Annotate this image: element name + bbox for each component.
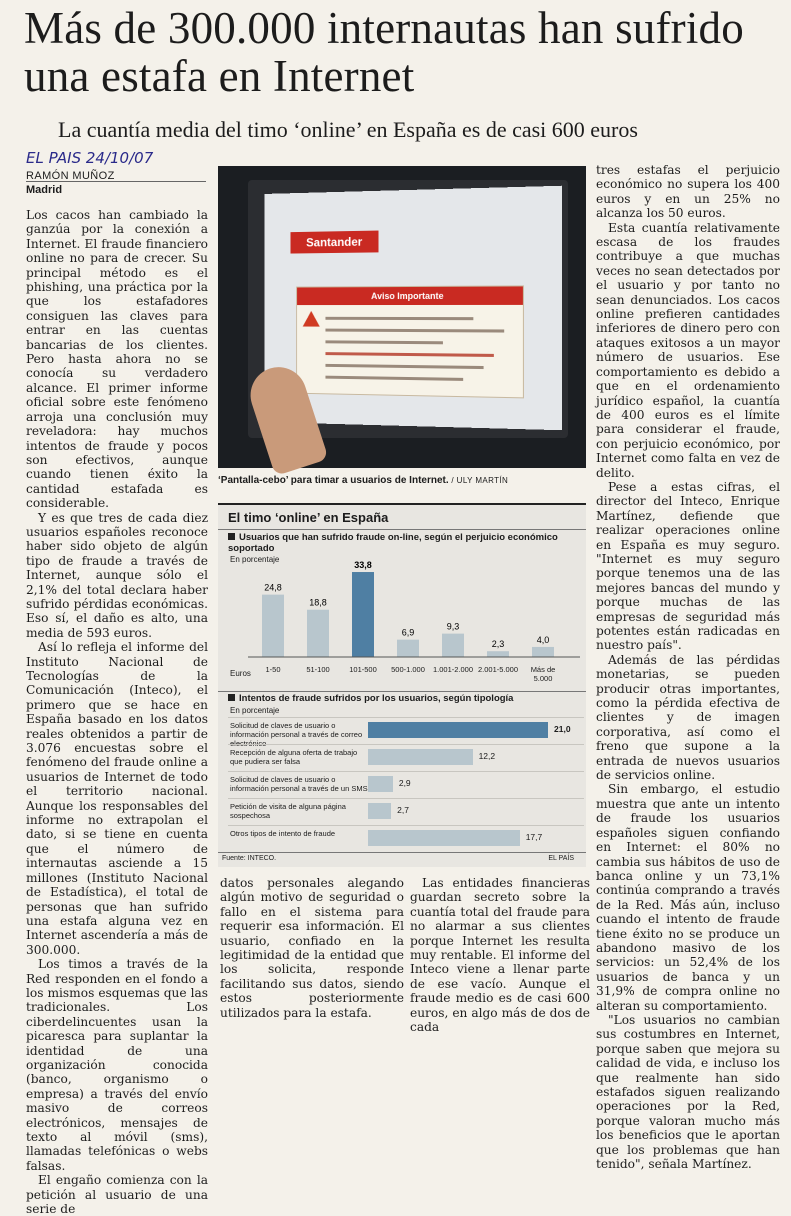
byline-author: RAMÓN MUÑOZ xyxy=(26,170,115,182)
dialog-text-line xyxy=(325,340,442,344)
infographic-title: El timo ‘online’ en España xyxy=(228,510,389,525)
chart1-category-label: 2.001-5.000 xyxy=(477,665,519,674)
dialog-text-line xyxy=(325,364,483,369)
chart2-row-divider xyxy=(228,825,584,826)
subheadline: La cuantía media del timo ‘online’ en España es de casi 600 euros xyxy=(58,117,638,142)
chart1-category-label: Más de 5.000 xyxy=(530,665,556,683)
dialog-text-line xyxy=(325,329,504,333)
chart2-title-text: Intentos de fraude sufridos por los usuarios, según tipología xyxy=(239,693,514,704)
chart1-vertical-bars xyxy=(218,505,586,691)
chart1-bar xyxy=(352,572,374,657)
bullet-square-icon xyxy=(228,694,235,701)
chart1-value-label: 33,8 xyxy=(354,560,372,571)
photo-caption xyxy=(218,475,586,486)
paragraph: tres estafas el perjuicio económico no supera los 400 euros y en un 25% no alcanza los 50 euros. xyxy=(596,163,780,221)
paragraph: El engaño comienza con la petición al usuario de una serie de xyxy=(26,1173,208,1216)
text-column-2-bottom xyxy=(220,876,404,1020)
chart2-value-label: 21,0 xyxy=(554,724,571,734)
chart2-row-divider xyxy=(228,744,584,745)
chart1-bar xyxy=(262,595,284,657)
chart2-bar xyxy=(368,776,393,792)
paragraph: Sin embargo, el estudio muestra que ante un intento de fraude los usuarios españoles siguen confiando en Internet: el 80% no cambia sus hábitos de uso de banca online y un 73,1% continúa comprando a través de la Red. Más aún, incluso cuando el intento de fraude tiene éxito no se produce un abandono masivo de los servicios: un 52,4% de los usuarios de banca y un 31,9% de compra online no alteran su comportamiento. xyxy=(596,782,780,1013)
infographic-footer xyxy=(222,855,580,862)
warning-icon xyxy=(303,311,320,327)
chart2-row-divider xyxy=(228,798,584,799)
chart2-bar xyxy=(368,749,473,765)
dialog-link-line xyxy=(325,352,493,357)
chart2-row-divider xyxy=(228,771,584,772)
chart2-bar xyxy=(368,722,548,738)
chart2-value-label: 2,7 xyxy=(397,805,409,815)
chart1-title-text: Usuarios que han sufrido fraude on-line, según el perjuicio económico soportado xyxy=(228,532,558,554)
chart1-bar xyxy=(307,610,329,657)
chart1-value-label: 4,0 xyxy=(536,634,550,645)
text-column-3-bottom xyxy=(410,876,590,1035)
chart2-value-label: 17,7 xyxy=(525,832,543,842)
paragraph: Las entidades financieras guardan secreto sobre la cuantía total del fraude para no alarmar a sus clientes porque Internet les resulta muy rentable. El informe del Inteco viene a llenar parte de ese vacío. Aunque el fraude medio es de casi 600 euros, en algo más de dos de cada xyxy=(410,876,590,1035)
source-note: Fuente: INTECO. xyxy=(222,855,277,862)
chart1-category-label: 1.001-2.000 xyxy=(432,665,474,674)
dialog-text-line xyxy=(325,376,463,381)
paragraph: Además de las pérdidas monetarias, se pueden producir otras importantes, como la pérdida efectiva de clientes y de imagen corporativa, así como el freno que supone a la entrada de nuevos usuarios de servicios online. xyxy=(596,652,780,783)
paragraph: Los timos a través de la Red responden en el fondo a los mismos esquemas que las tradicionales. Los ciberdelincuentes usan la picaresca para suplantar la identidad de una organización conocida (banco, organismo o empresa) a través del envío masivo de correos electrónicos, mensajes de texto al móvil (sms), llamadas telefónicas o webs falsas. xyxy=(26,957,208,1173)
chart1-bar xyxy=(397,640,419,657)
chart1-category-label: 500-1.000 xyxy=(391,665,425,674)
infographic xyxy=(218,503,586,867)
handwritten-clip-note: EL PAIS 24/10/07 xyxy=(26,149,154,167)
chart1-value-label: 2,3 xyxy=(491,639,505,650)
chart1-x-prefix: Euros xyxy=(230,669,251,678)
dialog-text-line xyxy=(325,317,473,320)
chart1-bar xyxy=(532,647,554,657)
chart2-category-label: Petición de visita de alguna página sospechosa xyxy=(230,802,346,820)
paragraph: Y es que tres de cada diez usuarios españoles reconoce haber sido objeto de algún tipo de fraude a través de Internet, aunque sólo el 2,1% del total declara haber sufrido pérdidas económicas. Eso sí, el daño es alto, una media de 593 euros. xyxy=(26,510,208,640)
text-column-1 xyxy=(26,208,208,1216)
infographic-divider xyxy=(218,691,586,692)
chart2-bar xyxy=(368,803,391,819)
santander-logo: Santander xyxy=(291,231,379,254)
chart2-row-divider xyxy=(228,717,584,718)
chart1-value-label: 9,3 xyxy=(446,621,460,632)
paragraph: "Los usuarios no cambian sus costumbres en Internet, porque saben que mejora su calidad de vida, e incluso los que realmente han sido estafados siguen realizando operaciones por la Red, porque valoran mucho más los beneficios que le aportan que los problemas que han tenido", señala Martínez. xyxy=(596,1012,780,1172)
chart1-bar xyxy=(487,651,509,657)
chart1-category-label: 101-500 xyxy=(349,665,377,674)
chart1-unit: En porcentaje xyxy=(230,555,280,564)
monitor-screen xyxy=(264,186,561,431)
chart2-bar xyxy=(368,830,520,846)
paragraph: Los cacos han cambiado la ganzúa por la conexión a Internet. El fraude financiero online no para de crecer. Su principal método es el phishing, una práctica por la que los estafadores consiguen las claves para entrar en las cuentas bancarias de los clientes. Pero hasta ahora no se conocía su verdadero alcance. El primer informe oficial sobre este fenómeno arroja una conclusión muy reveladora: hay muchos intentos de fraude y pocos son efectivos, aunque cuando tienen éxito la cantidad estafada es considerable. xyxy=(26,208,208,511)
chart1-value-label: 18,8 xyxy=(309,597,327,608)
warning-title: Aviso Importante xyxy=(297,286,523,305)
photo-credit: / ULY MARTÍN xyxy=(451,476,509,485)
paragraph: Así lo refleja el informe del Instituto Nacional de Tecnologías de la Comunicación (Inteco), el primero que se hace en España basado en los datos reales obtenidos a partir de 3.076 encuestas sobre el fenómeno del fraude online a usuarios de Internet de todo el territorio nacional. Aunque los responsables del informe no extrapolan el dato, si se tiene en cuenta que el número de internautas asciende a 15 millones (Instituto Nacional de Estadística), el total de personas que han sufrido una estafa alguna vez en Internet ascendería a más de 300.000. xyxy=(26,640,208,957)
publisher-mark: EL PAÍS xyxy=(548,855,574,862)
chart1-value-label: 6,9 xyxy=(401,627,415,638)
chart2-value-label: 12,2 xyxy=(478,751,496,761)
chart2-category-label: Recepción de alguna oferta de trabajo que pudiera ser falsa xyxy=(230,748,358,766)
caption-text: ‘Pantalla-cebo’ para timar a usuarios de Internet. xyxy=(218,475,449,486)
chart1-category-label: 1-50 xyxy=(265,665,281,674)
chart2-category-label: Otros tipos de intento de fraude xyxy=(230,829,336,838)
chart1-category-label: 51-100 xyxy=(306,665,330,674)
infographic-divider xyxy=(218,852,586,853)
paragraph: Pese a estas cifras, el director del Inteco, Enrique Martínez, defiende que realizar operaciones online en España es muy seguro. "Internet es muy seguro porque tenemos una de las mejores bancas del mundo y porque muchas de las empresas de seguridad más potentes están radicadas en nuestro país". xyxy=(596,479,780,653)
paragraph: Esta cuantía relativamente escasa de los fraudes contribuye a que muchas veces no sean detectados por el usuario y por tanto no sean denunciados. Los cacos online prefieren cantidades inferiores de dinero pero con ataques exitosos a un mayor número de usuarios. Ese comportamiento es debido a que en el ordenamiento jurídico español, la cuantía de 400 euros es el límite para considerar el fraude, con perjuicio económico, por Internet como falta en vez de delito. xyxy=(596,220,780,480)
chart2-category-label: Solicitud de claves de usuario o información personal a través de un SMS xyxy=(230,775,368,793)
chart1-bar xyxy=(442,634,464,657)
text-column-4 xyxy=(596,163,780,1172)
chart2-title xyxy=(228,693,568,704)
photo-phishing-screen xyxy=(218,166,586,468)
byline-city: Madrid xyxy=(26,184,63,196)
paragraph: datos personales alegando algún motivo de seguridad o fallo en el sistema para requerir esa información. El usuario, confiado en la legitimidad de la entidad que los solicita, responde facilitando sus datos, siendo estos posteriormente utilizados para la estafa. xyxy=(220,876,404,1020)
warning-dialog xyxy=(296,285,524,398)
headline: Más de 300.000 internautas han sufrido una estafa en Internet xyxy=(24,3,744,101)
chart2-category-label: Solicitud de claves de usuario o información personal a través de correo electrónico xyxy=(230,721,363,748)
chart2-unit: En porcentaje xyxy=(230,706,280,715)
chart1-value-label: 24,8 xyxy=(264,582,282,593)
chart2-value-label: 2,9 xyxy=(398,778,411,788)
